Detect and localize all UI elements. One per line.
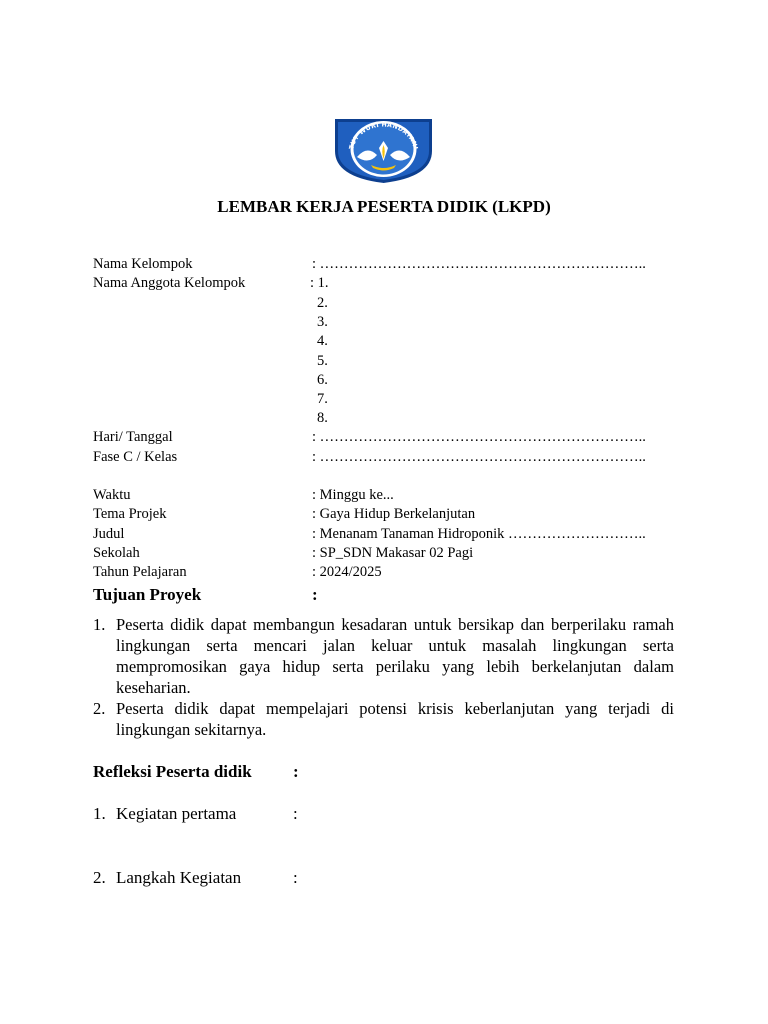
refleksi-number: 2. bbox=[93, 868, 106, 887]
refleksi-item-colon: : bbox=[293, 804, 298, 823]
field-label: Judul bbox=[93, 526, 125, 542]
field-label: Waktu bbox=[93, 487, 131, 503]
member-number: 8. bbox=[317, 410, 328, 426]
field-label: Sekolah bbox=[93, 545, 140, 561]
refleksi-heading bbox=[93, 762, 299, 782]
member-number: 4. bbox=[317, 333, 328, 349]
member-number: 2. bbox=[317, 295, 328, 311]
field-label: Nama Anggota Kelompok bbox=[93, 275, 246, 291]
refleksi-heading-label: Refleksi Peserta didik bbox=[93, 762, 252, 781]
tujuan-colon: : bbox=[312, 585, 318, 604]
list-item bbox=[93, 698, 674, 740]
field-label: Tahun Pelajaran bbox=[93, 564, 187, 580]
member-number: 3. bbox=[317, 314, 328, 330]
tut-wuri-handayani-logo bbox=[327, 115, 440, 185]
member-number: 5. bbox=[317, 353, 328, 369]
member-number: 7. bbox=[317, 391, 328, 407]
refleksi-label: Kegiatan pertama bbox=[116, 804, 237, 823]
field-value: : Gaya Hidup Berkelanjutan bbox=[312, 506, 476, 522]
goal-text: Peserta didik dapat membangun kesadaran untuk bersikap dan berperilaku ramah lingkungan serta mencari jalan keluar untuk masalah lingkungan serta mempromosikan gaya hidup serta perilaku yang lebih berkelanjutan dalam keseharian. bbox=[116, 615, 674, 697]
field-value: : ………………………………………………………….. bbox=[312, 256, 646, 272]
field-value: : SP_SDN Makasar 02 Pagi bbox=[312, 545, 474, 561]
field-label: Tema Projek bbox=[93, 506, 167, 522]
tujuan-heading-label: Tujuan Proyek bbox=[93, 585, 202, 604]
field-value: : 2024/2025 bbox=[312, 564, 382, 580]
field-label: Hari/ Tanggal bbox=[93, 429, 173, 445]
goal-list bbox=[93, 614, 674, 740]
member-number: 6. bbox=[317, 372, 328, 388]
page-title: LEMBAR KERJA PESERTA DIDIK (LKPD) bbox=[217, 197, 551, 216]
goal-text: Peserta didik dapat mempelajari potensi krisis keberlanjutan yang terjadi di lingkungan sekitarnya. bbox=[116, 699, 674, 739]
field-label: Fase C / Kelas bbox=[93, 449, 178, 465]
refleksi-colon: : bbox=[293, 762, 299, 781]
goal-number: 1. bbox=[93, 615, 106, 634]
field-label: Nama Kelompok bbox=[93, 256, 193, 272]
field-value: : Minggu ke... bbox=[312, 487, 394, 503]
refleksi-number: 1. bbox=[93, 804, 106, 823]
tujuan-heading bbox=[93, 585, 318, 605]
logo-emblem-icon bbox=[327, 115, 440, 185]
svg-text:TUT WURI HANDAYANI: TUT WURI HANDAYANI bbox=[348, 121, 419, 151]
goal-number: 2. bbox=[93, 699, 106, 718]
field-value: : 1. bbox=[310, 275, 329, 291]
field-value: : ………………………………………………………….. bbox=[312, 429, 646, 445]
field-value: : Menanam Tanaman Hidroponik ……………………….. bbox=[312, 526, 646, 542]
field-value: : ………………………………………………………….. bbox=[312, 449, 646, 465]
list-item bbox=[93, 614, 674, 698]
refleksi-item-colon: : bbox=[293, 868, 298, 887]
refleksi-label: Langkah Kegiatan bbox=[116, 868, 242, 887]
